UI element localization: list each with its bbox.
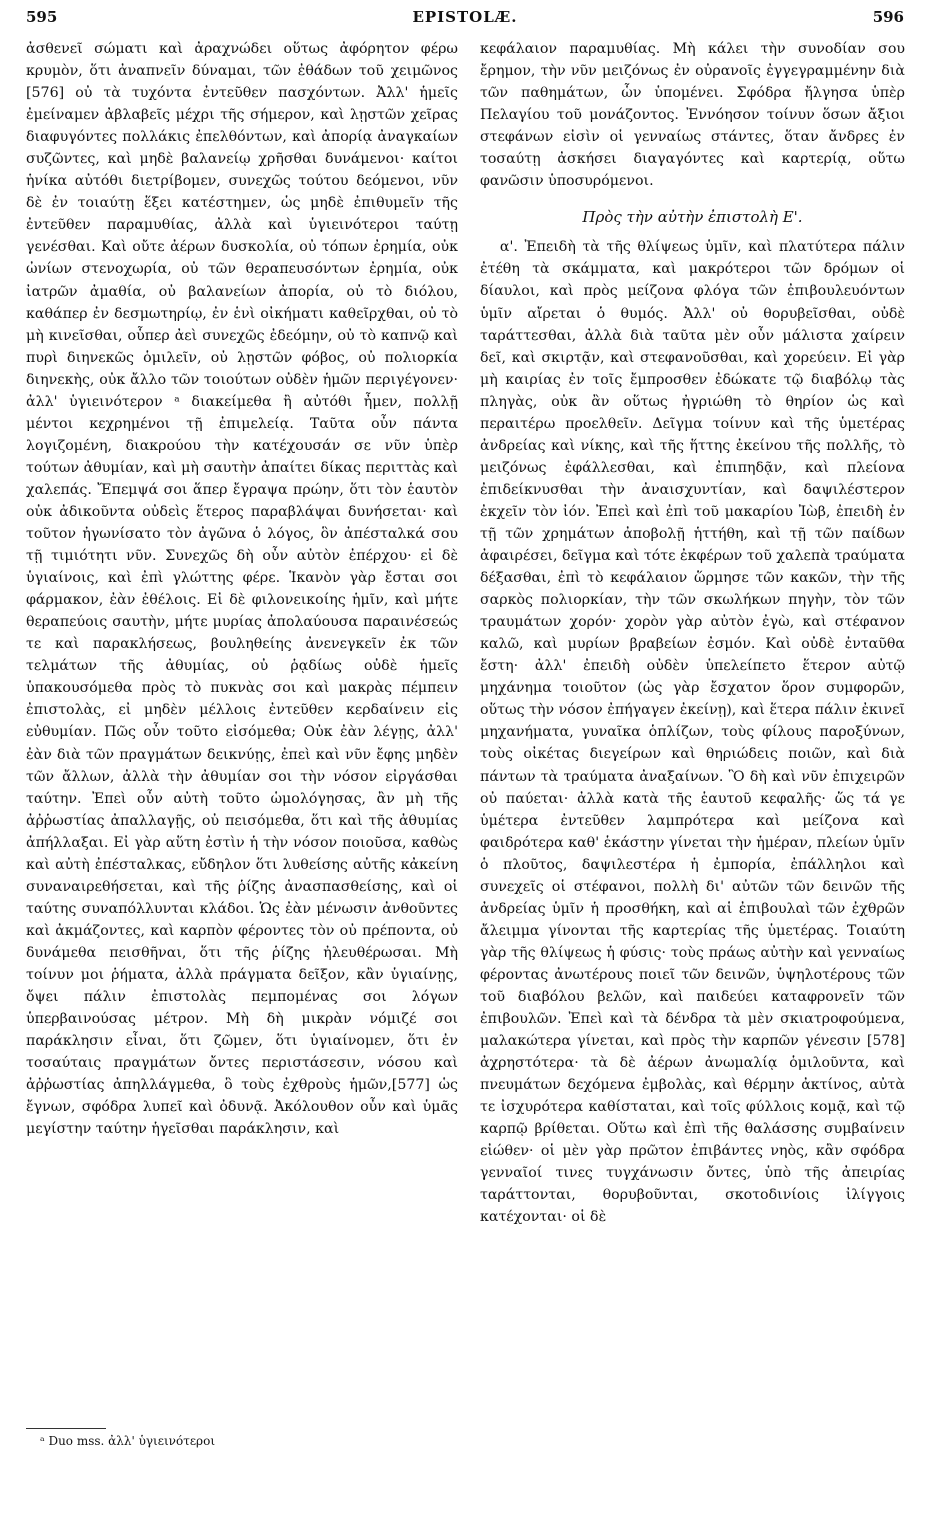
right-column-body: α'. Ἐπειδὴ τὰ τῆς θλίψεως ὑμῖν, καὶ πλατύτερα πάλιν ἐτέθη τὰ σκάμματα, καὶ μακρότεροι τῶν δρόμων οἱ δίαυλοι, καὶ πρὸς μείζονα φλόγα τῶν ἐπιβουλευόντων ὑμῖν αἴρεται ὁ θυμός. Ἀλλ' οὐ θορυβεῖσθαι, οὐδὲ ταράττεσθαι, ἀλλὰ διὰ ταῦτα μὲν οὖν μάλιστα χαίρειν δεῖ, καὶ σκιρτᾷν, καὶ στεφανοῦσθαι, καὶ χορεύειν. Εἰ γὰρ μὴ καιρίας ἐν τοῖς ἔμπροσθεν ἐδώκατε τῷ διαβόλῳ τὰς πληγὰς, οὐκ ἂν οὕτως ἠγριώθη τὸ θηρίον ὡς καὶ περαιτέρω προελθεῖν. Δεῖγμα τοίνυν καὶ τῆς ὑμετέρας ἀνδρείας καὶ νίκης, καὶ τῆς ἥττης ἐκείνου τῆς πολλῆς, τὸ μειζόνως ἐφάλλεσθαι, καὶ ἐπιπηδᾷν, καὶ πλείονα ἐπιδείκνυσθαι τὴν ἀναισχυντίαν, καὶ δαψιλέστερον ἐκχεῖν τὸν ἰόν. Ἐπεὶ καὶ ἐπὶ τοῦ μακαρίου Ἰὼβ, ἐπειδὴ ἐν τῇ τῶν χρημάτων ἀποβολῇ ἡττήθη, καὶ τῇ τῶν παίδων ἀφαιρέσει, δεῖγμα καὶ τότε ἐκφέρων τοῦ χαλεπὰ τραύματα δέξασθαι, ἐπὶ τὸ κεφάλαιον ὥρμησε τῶν κακῶν, τὴν τῆς σαρκὸς πολιορκίαν, τὴν τῶν σκωλήκων πηγὴν, τὸν τῶν τραυμάτων χορόν· χορὸν γὰρ αὐτὸν ἐγὼ, καὶ στέφανον καλῶ, καὶ μυρίων βραβείων ἐσμόν. Καὶ οὐδὲ ἐνταῦθα ἔστη· ἀλλ' ἐπειδὴ οὐδὲν ὑπελείπετο ἕτερον αὐτῷ μηχάνημα τοιοῦτον (ὡς γὰρ ἔσχατον ὅρον συμφορῶν, οὕτως τὴν νόσον ἐπήγαγεν ἐκείνῃ), καὶ ἕτερα πάλιν ἐκινεῖ μηχανήματα, γυναῖκα ὁπλίζων, τοὺς φίλους παροξύνων, τοὺς οἰκέτας διεγείρων καὶ θηριώδεις ποιῶν, καὶ διὰ πάντων τὰ τραύματα ἀναξαίνων. Ὃ δὴ καὶ νῦν ἐπιχειρῶν οὐ παύεται· ἀλλὰ κατὰ τῆς ἑαυτοῦ κεφαλῆς· ὥς τά γε ὑμέτερα ἐντεῦθεν λαμπρότερα καὶ μείζονα καὶ φαιδρότερα καθ' ἑκάστην γίνεται τὴν ἡμέραν, πλείων ὑμῖν ὁ πλοῦτος, δαψιλεστέρα ἡ ἐμπορία, ἐπάλληλοι καὶ συνεχεῖς οἱ στέφανοι, πολλὴ δι' αὐτῶν τῶν δεινῶν τῆς ἀνδρείας ὑμῖν ἡ προσθήκη, καὶ αἱ ἐπιβουλαὶ τῶν ἐχθρῶν ἄλειμμα γίνονται τῆς καρτερίας τῆς ὑμετέρας. Τοιαύτη γὰρ τῆς θλίψεως ἡ φύσις· τοὺς πράως αὐτὴν καὶ γενναίως φέροντας ἀνωτέρους ποιεῖ τῶν δεινῶν, ὑψηλοτέρους τῶν τοῦ διαβόλου βελῶν, καὶ παιδεύει καταφρονεῖν τῶν ἐπιβουλῶν. Ἐπεὶ καὶ τὰ δένδρα τὰ μὲν σκιατροφούμενα, μαλακώτερα γίνεται, καὶ πρὸς τὴν καρπῶν γένεσιν [578] ἀχρηστότερα· τὰ δὲ ἀέρων ἀνωμαλίᾳ ὁμιλοῦντα, καὶ πνευμάτων δεχόμενα ἐμβολὰς, καὶ θέρμην ἀκτίνος, αὐτὰ τε ἰσχυρότερα καθίσταται, καὶ τοῖς φύλλοις κομᾷ, καὶ τῷ καρπῷ βρίθεται. Οὕτω καὶ ἐπὶ τῆς θαλάσσης συμβαίνειν εἰώθεν· οἱ μὲν γὰρ πρῶτον ἐπιβάντες νηὸς, κἂν σφόδρα γενναῖοί τινες τυγχάνωσιν ὄντες, ὑπὸ τῆς ἀπειρίας ταράττονται, θορυβοῦνται, σκοτοδινίοις ἰλίγγοις κατέχονται· οἱ δὲ (480, 239, 905, 1226)
page-number-right: 596 (872, 8, 904, 26)
footnote-rule (26, 1428, 106, 1429)
footnote: ᵃ Duo mss. ἀλλ' ὑγιεινότεροι (40, 1434, 216, 1448)
running-header (26, 8, 904, 32)
right-column (480, 38, 905, 1228)
left-column-text: ἀσθενεῖ σώματι καὶ ἀραχνώδει οὕτως ἀφόρητον φέρω κρυμὸν, ὅτι ἀναπνεῖν δύναμαι, τῶν ἐθάδων τοῦ χειμῶνος [576] οὐ τὰ τυχόντα ἐντεῦθεν πασχόντων. Ἀλλ' ἡμεῖς ἐμείναμεν ἀβλαβεῖς μέχρι τῆς σήμερον, καὶ λῃστῶν χεῖρας διαφυγόντες πολλάκις ἐπελθόντων, καὶ ἀπορίᾳ ἀναγκαίων συζῶντες, καὶ μηδὲ βαλανείῳ χρῆσθαι δυνάμενοι· καίτοι ἡνίκα αὐτόθι διετρίβομεν, συνεχῶς τούτου δεόμενοι, νῦν δὲ ἐν τοιαύτῃ ἕξει κατέστημεν, ὡς μηδὲ ἐπιθυμεῖν τῆς ἐντεῦθεν παραμυθίας, ἀλλὰ καὶ ὑγιεινότεροι ταύτῃ γενέσθαι. Καὶ οὔτε ἀέρων δυσκολία, οὐ τόπων ἐρημία, οὐκ ὠνίων στενοχωρία, οὐ τῶν θεραπευσόντων ἐρημία, οὐκ ἰατρῶν ἀμαθία, οὐ βαλανείων ἀπορία, οὐ τὸ διόλου, καθάπερ ἐν δεσμωτηρίῳ, ἐν ἑνὶ οἰκήματι καθεῖρχθαι, οὐ τὸ μὴ κινεῖσθαι, οὗπερ ἀεὶ συνεχῶς ἐδεόμην, οὐ τὸ καπνῷ καὶ πυρὶ διηνεκῶς ὁμιλεῖν, οὐ λῃστῶν φόβος, οὐ πολιορκία διηνεκὴς, οὐκ ἄλλο τῶν τοιούτων οὐδὲν ἡμῶν περιγέγονεν· ἀλλ' ὑγιεινότερον ᵃ διακείμεθα ἢ αὐτόθι ἦμεν, πολλῇ μέντοι κεχρημένοι τῇ ἐπιμελείᾳ. Ταῦτα οὖν πάντα λογιζομένη, διακρούου τὴν κατέχουσάν σε νῦν ὑπὲρ τούτων ἀθυμίαν, καὶ μὴ σαυτὴν ἀπαίτει δίκας περιττὰς καὶ χαλεπάς. Ἔπεμψά σοι ἅπερ ἔγραψα πρώην, ὅτι τὸν ἑαυτὸν οὐκ ἀδικοῦντα οὐδεὶς ἕτερος παραβλάψαι δυνήσεται· καὶ τοῦτον ἠγωνίσατο τὸν ἀγῶνα ὁ λόγος, ὃν ἀπέσταλκά σου τῇ τιμιότητι νῦν. Συνεχῶς δὴ οὖν αὐτὸν ἐπέρχου· εἰ δὲ ὑγιαίνοις, καὶ ἐπὶ γλώττης φέρε. Ἱκανὸν γὰρ ἔσται σοι φάρμακον, ἐὰν ἐθέλοις. Εἰ δὲ φιλονεικοίης ἡμῖν, καὶ μήτε θεραπεύοις σαυτὴν, μήτε μυρίας ἀπολαύουσα παραινέσεώς τε καὶ παρακλήσεως, βουληθείης ἀνενεγκεῖν ἐκ τῶν τελμάτων τῆς ἀθυμίας, οὐ ῥᾳδίως οὐδὲ ἡμεῖς ὑπακουσόμεθα πρὸς τὸ πυκνὰς σοι καὶ μακρὰς πέμπειν ἐπιστολὰς, εἰ μηδὲν μέλλοις ἐντεῦθεν κερδαίνειν εἰς εὐθυμίαν. Πῶς οὖν τοῦτο εἰσόμεθα; Οὐκ ἐὰν λέγῃς, ἀλλ' ἐὰν διὰ τῶν πραγμάτων δεικνύῃς, ἐπεὶ καὶ νῦν ἔφης μηδὲν τῶν ἄλλων, ἀλλὰ τὴν ἀθυμίαν σοι τὴν νόσον εἰργάσθαι ταύτην. Ἐπεὶ οὖν αὐτὴ τοῦτο ὡμολόγησας, ἂν μὴ τῆς ἀῤῥωστίας ἀπαλλαγῇς, οὐ πεισόμεθα, ὅτι καὶ τῆς ἀθυμίας ἀπήλλαξαι. Εἰ γὰρ αὕτη ἐστὶν ἡ τὴν νόσον ποιοῦσα, καθὼς καὶ αὐτὴ ἐπέσταλκας, εὔδηλον ὅτι λυθείσης αὐτῆς κἀκείνη συναναιρεθήσεται, καὶ τῆς ῥίζης ἀνασπασθείσης, καὶ οἱ ταύτης συναπόλλυνται κλάδοι. Ὡς ἐὰν μένωσιν ἀνθοῦντες καὶ ἀκμάζοντες, καὶ καρπὸν φέροντες τὸν οὐ πρέποντα, οὐ δυνάμεθα πεισθῆναι, ὅτι τῆς ῥίζης ἠλευθέρωσαι. Μὴ τοίνυν μοι ῥήματα, ἀλλὰ πράγματα δεῖξον, κἂν ὑγιαίνῃς, ὄψει πάλιν ἐπιστολὰς πεμπομένας σοι λόγων ὑπερβαινούσας μέτρον. Μὴ δὴ μικρὰν νόμιζέ σοι παράκλησιν εἶναι, ὅτι ζῶμεν, ὅτι ὑγιαίνομεν, ὅτι ἐν τοσαύταις πραγμάτων ὄντες περιστάσεσιν, νόσου καὶ ἀῤῥωστίας ἀπηλλάγμεθα, ὃ τοὺς ἐχθροὺς ἡμῶν,[577] ὡς ἔγνων, σφόδρα λυπεῖ καὶ ὀδυνᾷ. Ἀκόλουθον οὖν καὶ ὑμᾶς μεγίστην ταύτην ἡγεῖσθαι παράκλησιν, καὶ (26, 41, 458, 1138)
page-number-left: 595 (26, 8, 58, 26)
right-column-intro: κεφάλαιον παραμυθίας. Μὴ κάλει τὴν συνοδίαν σου ἔρημον, τὴν νῦν μειζόνως ἐν οὐρανοῖς ἐγγεγραμμένην διὰ τῶν παθημάτων, ὧν ὑπομένει. Σφόδρα ἤλγησα ὑπὲρ Πελαγίου τοῦ μονάζοντος. Ἐννόησον τοίνυν ὅσων ἄξιοι στεφάνων εἰσὶν οἱ γενναίως στάντες, ὅταν ἄνδρες ἐν τοσαύτῃ ἀσκήσει διαγαγόντες καὶ καρτερίᾳ, οὕτω φανῶσιν ὑποσυρόμενοι. (480, 41, 905, 190)
letter-heading: Πρὸς τὴν αὐτὴν ἐπιστολὴ Ε'. (582, 208, 803, 227)
left-column (26, 38, 458, 1140)
running-title: EPISTOLÆ. (412, 8, 518, 26)
